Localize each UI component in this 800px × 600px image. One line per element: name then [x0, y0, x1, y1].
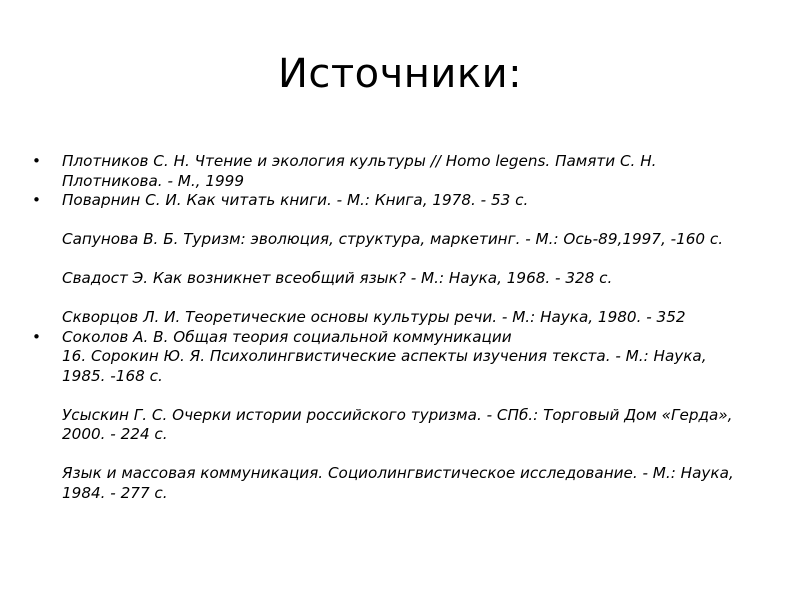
source-entry: • Плотников С. Н. Чтение и экология культуры // Homo legens. Памяти С. Н. Плотникова. - М., 1999: [62, 152, 657, 190]
sources-list: [30, 152, 750, 503]
source-entry: Скворцов Л. И. Теоретические основы культуры речи. - М.: Наука, 1980. - 352: [62, 308, 686, 326]
source-entry: Язык и массовая коммуникация. Социолингвистическое исследование. - М.: Наука, 1984. - 277 с.: [62, 464, 734, 502]
source-entry: Свадост Э. Как возникнет всеобщий язык? - М.: Наука, 1968. - 328 с.: [62, 269, 613, 287]
source-entry: Сапунова В. Б. Туризм: эволюция, структура, маркетинг. - М.: Ось-89,1997, -160 с.: [62, 230, 724, 248]
slide-title: Источники:: [277, 51, 523, 97]
source-entry: 16. Сорокин Ю. Я. Психолингвистические аспекты изучения текста. - М.: Наука, 1985. -168 с.: [62, 347, 707, 385]
spacer: [62, 289, 750, 309]
list-item: [30, 328, 750, 504]
source-entry: • Соколов А. В. Общая теория социальной коммуникации: [62, 327, 512, 346]
list-item: [30, 191, 750, 328]
list-item: [30, 152, 750, 191]
spacer: [62, 445, 750, 465]
source-entry: • Поварнин С. И. Как читать книги. - М.: Книга, 1978. - 53 с.: [62, 191, 529, 209]
spacer: [62, 386, 750, 406]
spacer: [62, 250, 750, 270]
source-entry: Усыскин Г. С. Очерки истории российского туризма. - СПб.: Торговый Дом «Герда», 2000. - 224 с.: [62, 405, 733, 443]
spacer: [62, 211, 750, 231]
